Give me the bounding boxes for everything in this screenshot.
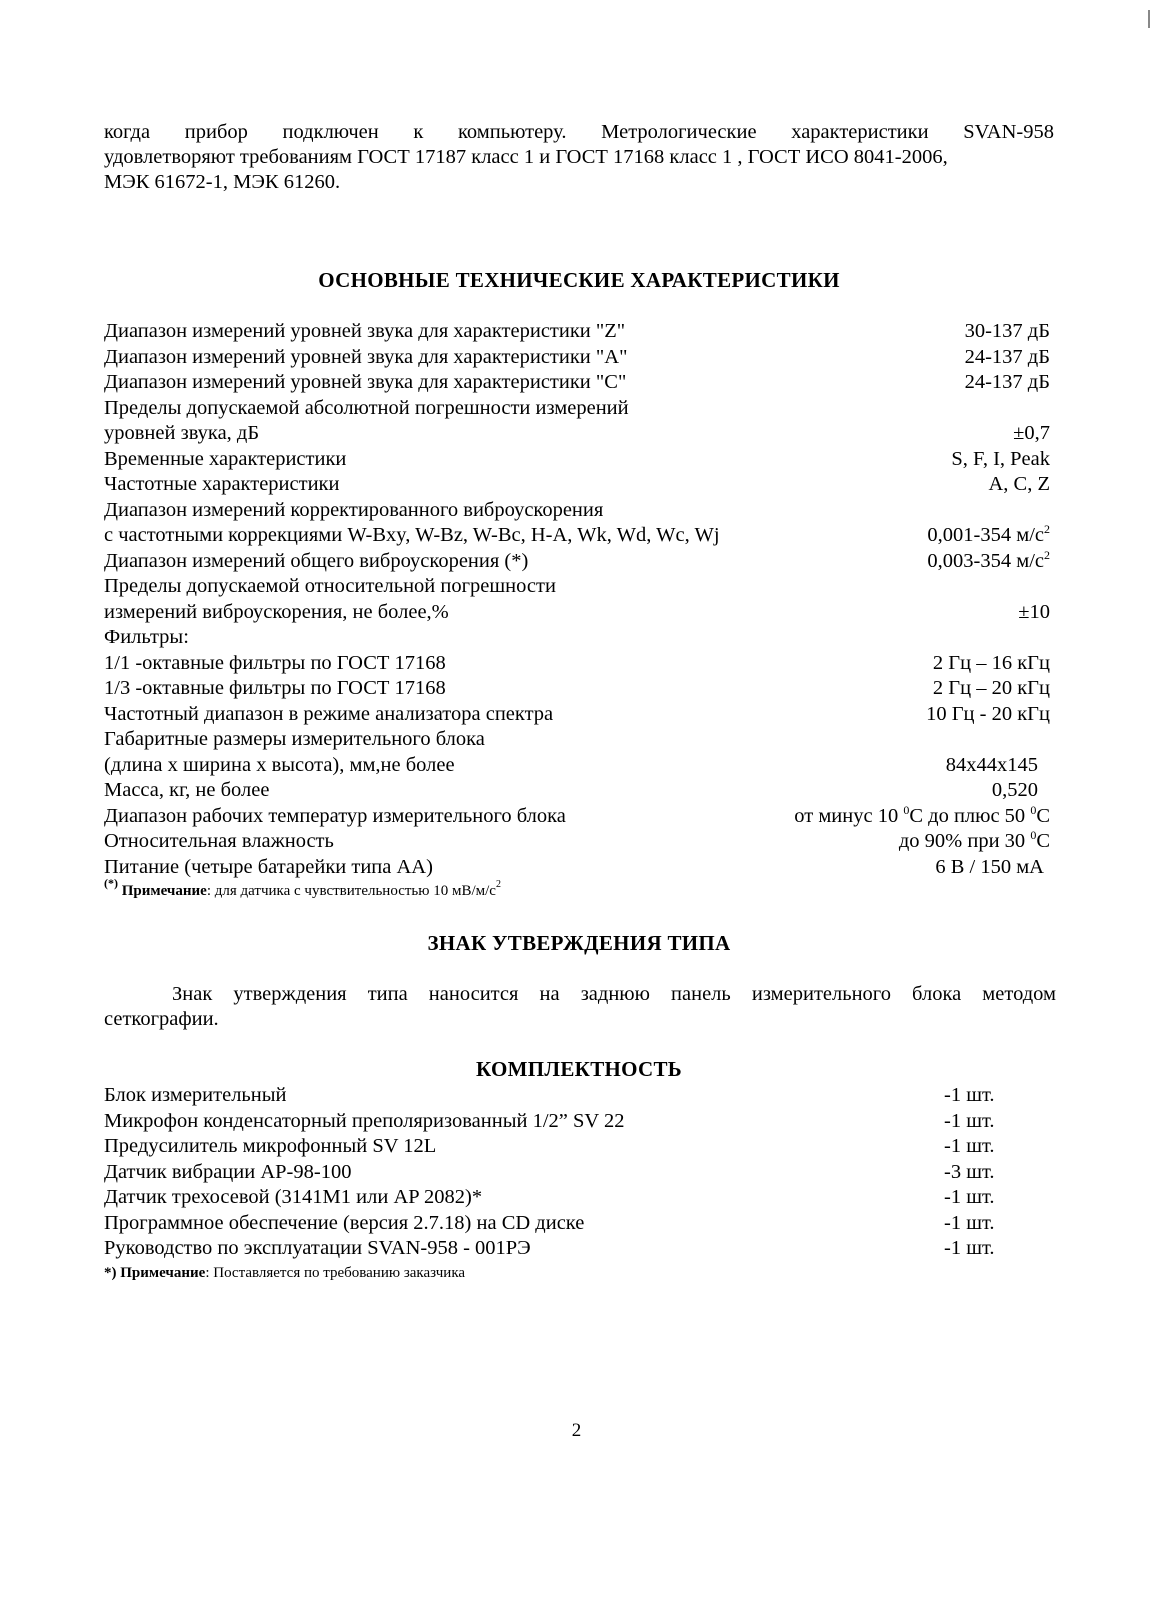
spec-value: ±0,7 xyxy=(1013,422,1050,444)
spec-row xyxy=(104,319,1050,345)
spec-label: Диапазон измерений уровней звука для характеристики "Z" xyxy=(104,320,626,342)
kit-item xyxy=(104,1236,1004,1262)
spec-row xyxy=(104,702,1050,728)
spec-value: 6 В / 150 мА xyxy=(935,855,1044,878)
spec-value: A, C, Z xyxy=(988,473,1050,495)
intro-paragraph xyxy=(104,120,1054,195)
kit-item xyxy=(104,1083,1004,1109)
degree-superscript: 0 xyxy=(903,802,910,817)
footnote-marker: (*) xyxy=(104,876,118,890)
intro-line-1: когда прибор подключен к компьютеру. Метрологические характеристики SVAN-958 xyxy=(104,121,1054,143)
spec-value: 84x44x145 xyxy=(945,753,1038,776)
degree-superscript: 0 xyxy=(1030,802,1037,817)
superscript: 2 xyxy=(495,879,501,890)
spec-row xyxy=(104,676,1050,702)
spec-value: ±10 xyxy=(1018,600,1050,623)
kit-footnote xyxy=(104,1262,1004,1284)
spec-value: 24-137 дБ xyxy=(964,371,1050,393)
kit-item-label: Микрофон конденсаторный преполяризованный 1/2” SV 22 xyxy=(104,1109,625,1132)
spec-label: 1/3 -октавные фильтры по ГОСТ 17168 xyxy=(104,677,446,699)
spec-value: 10 Гц - 20 кГц xyxy=(926,702,1050,725)
approval-paragraph xyxy=(104,982,1056,1032)
spec-row xyxy=(104,370,1050,396)
spec-value: 24-137 дБ xyxy=(964,345,1050,368)
spec-value: 0,520 xyxy=(991,779,1038,801)
kit-item xyxy=(104,1160,1004,1186)
spec-value: 2 Гц – 16 кГц xyxy=(932,651,1050,674)
approval-line-2: сеткографии. xyxy=(104,1008,219,1030)
spec-label: Фильтры: xyxy=(104,626,189,648)
spec-label: (длина х ширина х высота), мм,не более xyxy=(104,753,455,776)
spec-row xyxy=(104,804,1050,830)
spec-row xyxy=(104,498,1050,524)
kit-item-label: Блок измерительный xyxy=(104,1084,287,1106)
spec-value-text: 0,003-354 м/с xyxy=(927,549,1044,572)
spec-row xyxy=(104,727,1050,753)
spec-label: Частотный диапазон в режиме анализатора спектра xyxy=(104,702,554,725)
footnote-label: Примечание xyxy=(121,883,207,899)
spec-value: S, F, I, Peak xyxy=(951,447,1050,470)
kit-item xyxy=(104,1211,1004,1237)
spec-label: Частотные характеристики xyxy=(104,473,340,495)
spec-label: Пределы допускаемой абсолютной погрешности измерений xyxy=(104,396,629,419)
spec-row xyxy=(104,523,1050,549)
spec-value xyxy=(927,549,1050,575)
spec-row xyxy=(104,855,1050,881)
spec-value xyxy=(899,829,1050,855)
spec-row xyxy=(104,600,1050,626)
spec-value-text: С xyxy=(1036,804,1050,827)
kit-item-label: Датчик трехосевой (3141M1 или AP 2082)* xyxy=(104,1186,483,1208)
kit-item xyxy=(104,1185,1004,1211)
kit-item-qty: -1 шт. xyxy=(944,1186,995,1208)
kit-item-qty: -1 шт. xyxy=(944,1135,995,1157)
footnote-text: : Поставляется по требованию заказчика xyxy=(205,1264,466,1281)
spec-label: Относительная влажность xyxy=(104,830,334,852)
kit-item xyxy=(104,1109,1004,1135)
footnote-label: *) Примечание xyxy=(104,1264,206,1281)
spec-row xyxy=(104,549,1050,575)
degree-superscript: 0 xyxy=(1030,828,1037,842)
scan-edge-mark xyxy=(1148,10,1150,28)
spec-row xyxy=(104,396,1050,422)
spec-value: 30-137 дБ xyxy=(964,320,1050,342)
spec-row xyxy=(104,345,1050,371)
spec-label: Диапазон рабочих температур измерительного блока xyxy=(104,804,566,827)
specs-heading: ОСНОВНЫЕ ТЕХНИЧЕСКИЕ ХАРАКТЕРИСТИКИ xyxy=(318,268,840,292)
kit-item-label: Предусилитель микрофонный SV 12L xyxy=(104,1135,437,1157)
spec-row xyxy=(104,421,1050,447)
kit-list xyxy=(104,1083,1004,1284)
spec-label: измерений виброускорения, не более,% xyxy=(104,600,449,623)
spec-value-text: до 90% при 30 xyxy=(898,830,1031,852)
spec-value xyxy=(794,804,1050,830)
kit-item-label: Руководство по эксплуатации SVAN-958 - 001РЭ xyxy=(104,1237,531,1259)
spec-label: Масса, кг, не более xyxy=(104,779,270,801)
page-number: 2 xyxy=(571,1420,582,1441)
superscript: 2 xyxy=(1044,522,1050,536)
kit-item-qty: -1 шт. xyxy=(944,1084,995,1106)
spec-label: уровней звука, дБ xyxy=(104,422,260,444)
spec-row xyxy=(104,472,1050,498)
spec-value-text: С до плюс 50 xyxy=(909,804,1031,827)
spec-label: Временные характеристики xyxy=(104,447,347,470)
specs-table xyxy=(104,319,1050,902)
spec-value-text: С xyxy=(1036,830,1050,852)
intro-line-3: МЭК 61672-1, МЭК 61260. xyxy=(104,171,341,193)
spec-label: Габаритные размеры измерительного блока xyxy=(104,728,485,750)
approval-line-1: Знак утверждения типа наносится на заднюю панель измерительного блока методом xyxy=(172,983,1056,1005)
spec-row xyxy=(104,829,1050,855)
kit-item-label: Программное обеспечение (версия 2.7.18) на CD диске xyxy=(104,1211,585,1234)
kit-item-label: Датчик вибрации AP-98-100 xyxy=(104,1160,352,1183)
spec-row xyxy=(104,625,1050,651)
approval-heading: ЗНАК УТВЕРЖДЕНИЯ ТИПА xyxy=(427,931,731,955)
spec-label: Питание (четыре батарейки типа АА) xyxy=(104,855,433,878)
kit-item-qty: -1 шт. xyxy=(944,1109,995,1132)
spec-label: Диапазон измерений корректированного виброускорения xyxy=(104,498,604,521)
kit-item-qty: -3 шт. xyxy=(944,1160,995,1183)
spec-row xyxy=(104,753,1050,779)
intro-line-2: удовлетворяют требованиям ГОСТ 17187 класс 1 и ГОСТ 17168 класс 1 , ГОСТ ИСО 8041-2006, xyxy=(104,146,948,168)
spec-value: 2 Гц – 20 кГц xyxy=(932,677,1050,699)
kit-item-qty: -1 шт. xyxy=(944,1237,995,1259)
spec-label: Диапазон измерений общего виброускорения (*) xyxy=(104,549,529,572)
spec-label: Пределы допускаемой относительной погрешности xyxy=(104,575,556,597)
superscript: 2 xyxy=(1044,547,1050,562)
kit-item xyxy=(104,1134,1004,1160)
kit-heading: КОМПЛЕКТНОСТЬ xyxy=(476,1057,682,1081)
spec-row xyxy=(104,651,1050,677)
spec-value-text: 0,001-354 м/с xyxy=(927,524,1044,546)
spec-label: Диапазон измерений уровней звука для характеристики "C" xyxy=(104,371,627,393)
spec-label: с частотными коррекциями W-Bxy, W-Bz, W-Bc, H-A, Wk, Wd, Wc, Wj xyxy=(104,524,720,546)
kit-item-qty: -1 шт. xyxy=(944,1211,995,1234)
specs-footnote xyxy=(104,876,1050,902)
footnote-text: : для датчика с чувствительностью 10 мВ/м/с xyxy=(206,883,496,899)
spec-row xyxy=(104,447,1050,473)
spec-value xyxy=(927,523,1050,549)
spec-value-text: от минус 10 xyxy=(794,804,904,827)
spec-row xyxy=(104,574,1050,600)
spec-label: Диапазон измерений уровней звука для характеристики "A" xyxy=(104,345,628,368)
spec-label: 1/1 -октавные фильтры по ГОСТ 17168 xyxy=(104,651,446,674)
spec-row xyxy=(104,778,1050,804)
